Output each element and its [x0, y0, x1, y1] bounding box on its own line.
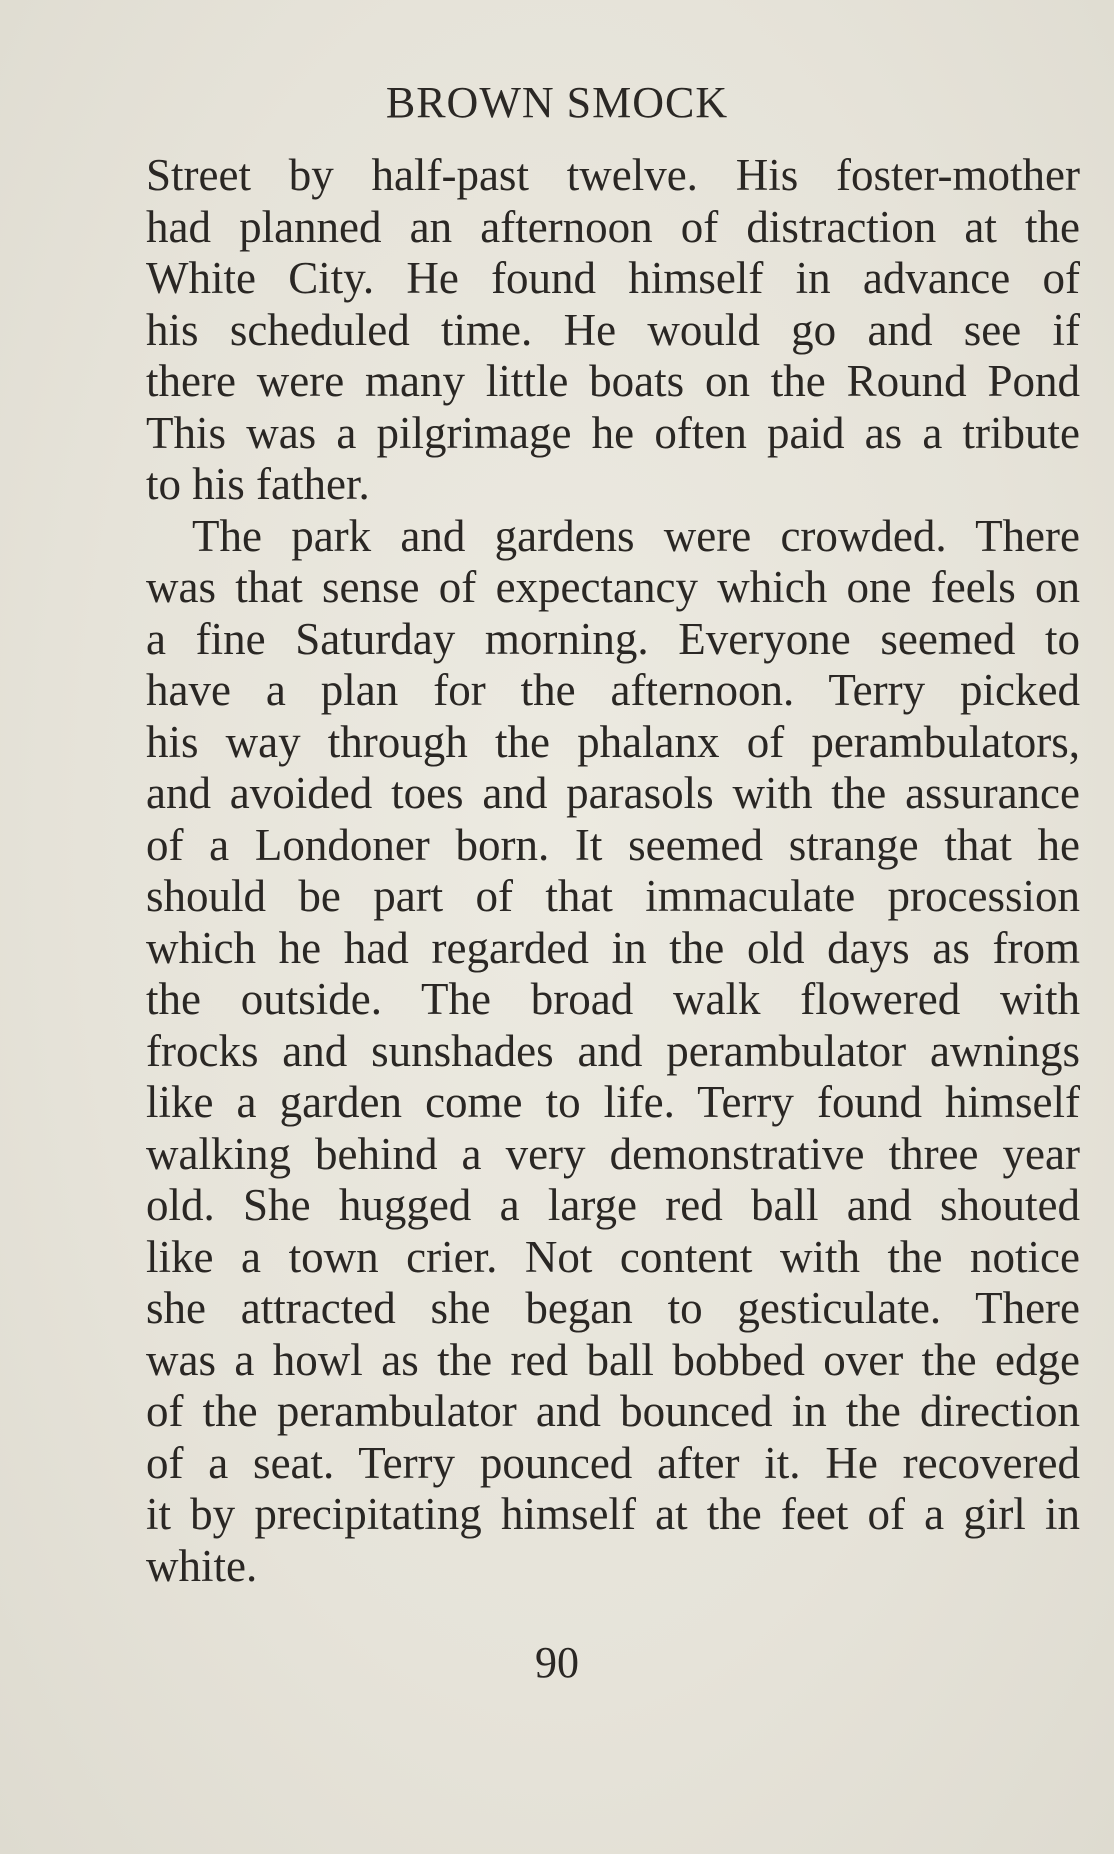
text-line: frocks and sunshades and perambulator awnings	[146, 1025, 1080, 1076]
text-line: The park and gardens were crowded. There	[192, 510, 1080, 561]
text-line: she attracted she began to gesticulate. There	[146, 1283, 1080, 1333]
text-line: have a plan for the afternoon. Terry picked	[146, 665, 1080, 715]
text-line: the outside. The broad walk flowered with	[146, 974, 1080, 1024]
text-line: of the perambulator and bounced in the direction	[146, 1386, 1080, 1436]
body-text	[146, 150, 1080, 1592]
text-line: of a Londoner born. It seemed strange that he	[146, 819, 1080, 870]
text-line: walking behind a very demonstrative three year	[146, 1128, 1080, 1179]
text-line: and avoided toes and parasols with the assurance	[146, 768, 1080, 818]
text-line: which he had regarded in the old days as from	[146, 922, 1080, 973]
page-number: 90	[535, 1638, 579, 1687]
text-line: was that sense of expectancy which one feels on	[146, 562, 1080, 612]
text-line: there were many little boats on the Round Pond	[146, 356, 1080, 406]
text-line: White City. He found himself in advance of	[146, 253, 1080, 303]
text-line: white.	[146, 1540, 258, 1591]
text-line: was a howl as the red ball bobbed over the edge	[146, 1334, 1080, 1385]
text-line: old. She hugged a large red ball and shouted	[146, 1180, 1080, 1230]
text-line: his scheduled time. He would go and see if	[146, 304, 1080, 355]
text-line: like a town crier. Not content with the notice	[146, 1231, 1080, 1282]
text-line: a fine Saturday morning. Everyone seemed to	[146, 613, 1080, 664]
text-line: Street by half-past twelve. His foster-mother	[146, 150, 1080, 200]
text-line: it by precipitating himself at the feet of a girl in	[146, 1489, 1080, 1539]
text-line: had planned an afternoon of distraction at the	[146, 201, 1080, 252]
text-line: of a seat. Terry pounced after it. He recovered	[146, 1437, 1080, 1488]
text-line: This was a pilgrimage he often paid as a tribute	[146, 407, 1080, 458]
text-line: his way through the phalanx of perambulators,	[146, 716, 1080, 767]
text-line: like a garden come to life. Terry found himself	[146, 1077, 1080, 1127]
text-line: should be part of that immaculate procession	[146, 871, 1080, 921]
text-line: to his father.	[146, 459, 370, 509]
running-head: BROWN SMOCK	[385, 78, 729, 127]
